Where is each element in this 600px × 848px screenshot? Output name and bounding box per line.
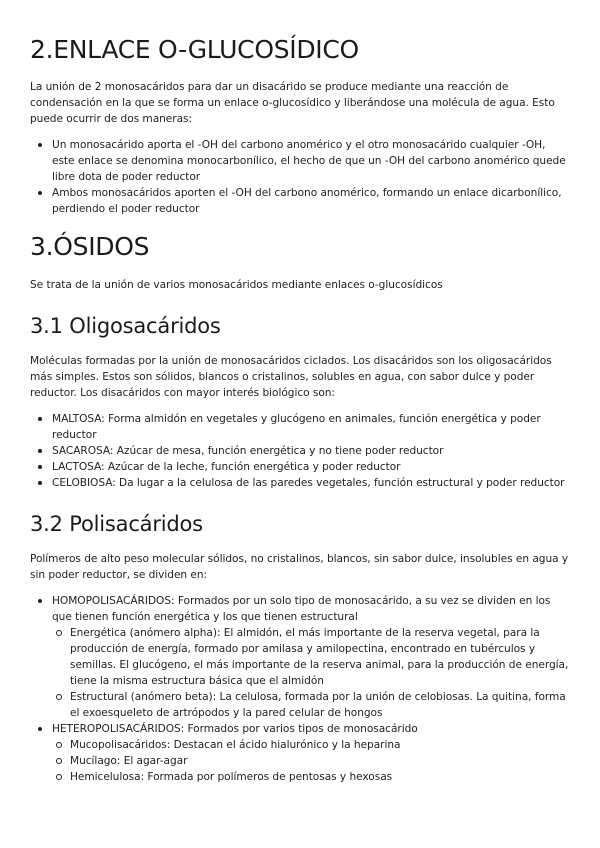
heading-polisacaridos: 3.2 Polisacáridos: [30, 511, 203, 536]
list-disacaridos: [30, 411, 570, 491]
sublist-item: Hemicelulosa: Formada por polímeros de pentosas y hexosas: [70, 769, 570, 785]
sublist-homopolisacaridos: [52, 625, 570, 721]
list-item-heteropolisacaridos: [52, 721, 570, 785]
list-item-homopolisacaridos: [52, 593, 570, 721]
list-item: MALTOSA: Forma almidón en vegetales y glucógeno en animales, función energética y poder reductor: [52, 411, 570, 443]
heading-osidos: 3.ÓSIDOS: [30, 232, 150, 262]
list-item: CELOBIOSA: Da lugar a la celulosa de las paredes vegetales, función estructural y poder reductor: [52, 475, 570, 491]
paragraph-enlace-intro: La unión de 2 monosacáridos para dar un disacárido se produce mediante una reacción de condensación en la que se forma un enlace o-glucosídico y liberándose una molécula de agua. Esto puede ocurrir de dos maneras:: [30, 81, 555, 126]
list-item: Ambos monosacáridos aporten el -OH del carbono anomérico, formando un enlace dicarbonílico, perdiendo el poder reductor: [52, 185, 570, 217]
list-item-label: HETEROPOLISACÁRIDOS: Formados por varios tipos de monosacárido: [52, 723, 418, 735]
list-item: Un monosacárido aporta el -OH del carbono anomérico y el otro monosacárido cualquier -OH, este enlace se denomina monocarbonílico, el hecho de que un -OH del carbono anomérico quede libre dota de poder reductor: [52, 137, 570, 185]
heading-oligosacaridos: 3.1 Oligosacáridos: [30, 313, 221, 338]
list-item: SACAROSA: Azúcar de mesa, función energética y no tiene poder reductor: [52, 443, 570, 459]
paragraph-polisacaridos-intro: Polímeros de alto peso molecular sólidos, no cristalinos, blancos, sin sabor dulce, insolubles en agua y sin poder reductor, se dividen en:: [30, 553, 569, 581]
paragraph-oligosacaridos-intro: Moléculas formadas por la unión de monosacáridos ciclados. Los disacáridos son los oligosacáridos más simples. Estos son sólidos, blancos o cristalinos, solubles en agua, con sabor dulce y poder reductor. Los disacáridos con mayor interés biológico son:: [30, 354, 552, 399]
heading-enlace-o-glucosidico: 2.ENLACE O-GLUCOSÍDICO: [30, 35, 359, 64]
list-enlace-types: [30, 137, 570, 217]
list-item: LACTOSA: Azúcar de la leche, función energética y poder reductor: [52, 459, 570, 475]
sublist-item: Mucílago: El agar-agar: [70, 753, 570, 769]
paragraph-osidos-intro: Se trata de la unión de varios monosacáridos mediante enlaces o-glucosídicos: [30, 278, 443, 291]
sublist-heteropolisacaridos: [52, 737, 570, 785]
sublist-item: Estructural (anómero beta): La celulosa, formada por la unión de celobiosas. La quitina, forma el exoesqueleto de artrópodos y la pared celular de hongos: [70, 689, 570, 721]
sublist-item: Energética (anómero alpha): El almidón, el más importante de la reserva vegetal, para la producción de energía, formado por amilasa y amilopectina, encontrado en tubérculos y semillas. El glucógeno, el más importante de la reserva animal, para la producción de energía, tiene la misma estructura básica que el almidón: [70, 627, 569, 687]
list-item-label: HOMOPOLISACÁRIDOS: Formados por un solo tipo de monosacárido, a su vez se dividen en los que tienen función energética y los que tienen estructural: [52, 595, 551, 623]
list-polisacaridos: [30, 593, 570, 785]
sublist-item: Mucopolisacáridos: Destacan el ácido hialurónico y la heparina: [70, 737, 570, 753]
